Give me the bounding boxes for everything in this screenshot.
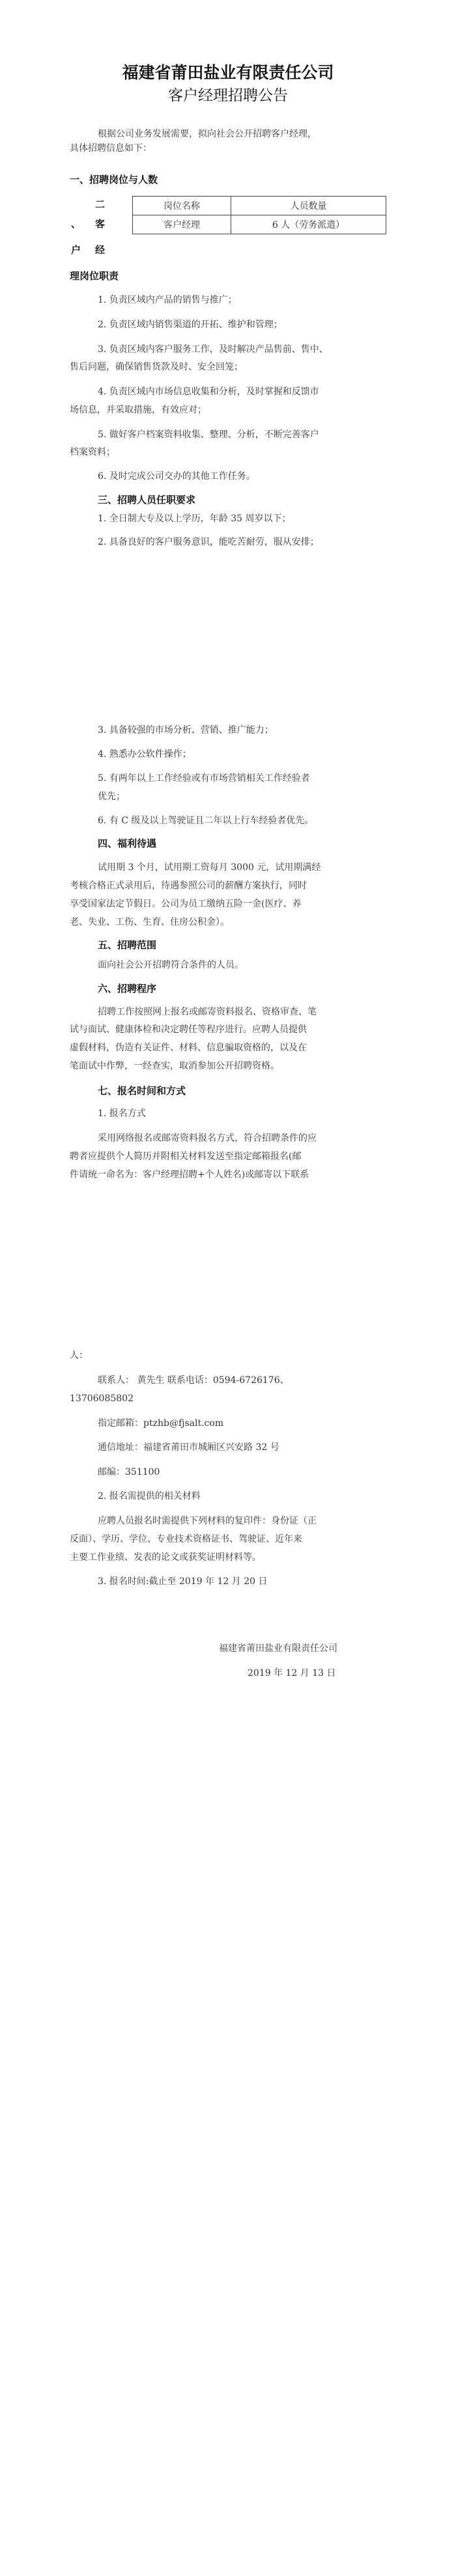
welfare-line: 试用期 3 个月，试用期工资每月 3000 元，试用期满经 xyxy=(98,862,321,873)
contact-line: 联系人： 黄先生 联系电话：0594-6726176、 xyxy=(98,1375,289,1386)
section-registration-heading: 七、报名时间和方式 xyxy=(98,1085,186,1097)
method-line: 采用网络报名或邮寄资料报名方式，符合招聘条件的应 xyxy=(98,1133,317,1144)
positions-table xyxy=(132,196,386,234)
intro-line-1: 根据公司业务发展需要，拟向社会公开招聘客户经理， xyxy=(98,129,317,139)
procedure-line: 笔面试中作弊，一经查实，取消参加公开招聘资格。 xyxy=(70,1061,279,1071)
table-cell-count: 6 人（劳务派遣） xyxy=(231,215,386,234)
signature-date: 2019 年 12 月 13 日 xyxy=(248,1668,336,1679)
duty-line: 5. 做好客户档案资料收集、整理、分析，不断完善客户 xyxy=(98,430,319,440)
section-procedure-heading: 六、招聘程序 xyxy=(98,983,157,994)
procedure-line: 虚假材料，伪造有关证件、材料、信息骗取资格的，以及在 xyxy=(70,1043,307,1053)
section-scope-heading: 五、招聘范围 xyxy=(98,939,157,951)
duty-line: 2. 负责区域内销售渠道的开拓、维护和管理； xyxy=(98,320,283,330)
section-duties-heading: 理岗位职责 xyxy=(70,270,119,282)
company-title: 福建省莆田盐业有限责任公司 xyxy=(122,63,334,82)
materials-line: 反面）、学历、学位、专业技术资格证书、驾驶证、近年来 xyxy=(70,1534,302,1544)
contact-phone-2: 13706085802 xyxy=(70,1393,134,1404)
duty-line: 售后问题，确保销售货款及时、安全回笼； xyxy=(70,362,243,372)
requirement-line: 1. 全日制大专及以上学历，年龄 35 周岁以下； xyxy=(98,514,291,524)
duty-line: 档案资料； xyxy=(70,447,115,458)
deadline-line: 3. 报名时间:截止至 2019 年 12 月 20 日 xyxy=(98,1576,268,1587)
table-row xyxy=(133,197,386,215)
section2-fragment: 二 xyxy=(95,199,106,210)
table-header-position: 岗位名称 xyxy=(133,197,231,215)
section-positions-heading: 一、招聘岗位与人数 xyxy=(70,174,158,185)
method-line-end: 人： xyxy=(70,1350,88,1361)
procedure-line: 试与面试、健康体检和决定聘任等程序进行。应聘人员提供 xyxy=(70,1024,307,1035)
requirement-line: 5. 有两年以上工作经验或有市场营销相关工作经验者 xyxy=(98,773,310,784)
notice-title: 客户经理招聘公告 xyxy=(168,87,288,104)
requirement-line: 优先； xyxy=(98,791,125,802)
requirement-line: 4. 熟悉办公软件操作； xyxy=(98,749,192,760)
welfare-line: 老、失业、工伤、生育、住房公积金）。 xyxy=(70,917,229,927)
table-header-count: 人员数量 xyxy=(231,197,386,215)
section2-fragment: 经 xyxy=(95,244,106,256)
duty-line: 场信息，并采取措施，有效应对； xyxy=(70,405,207,415)
signature-company: 福建省莆田盐业有限责任公司 xyxy=(219,1643,337,1654)
section2-fragment: 户 xyxy=(71,244,81,256)
welfare-line: 享受国家法定节假日。公司为员工缴纳五险一金(医疗、养 xyxy=(70,899,302,909)
table-cell-position: 客户经理 xyxy=(133,215,231,234)
duty-line: 6. 及时完成公司交办的其他工作任务。 xyxy=(98,471,255,482)
scope-line: 面向社会公开招聘符合条件的人员。 xyxy=(98,960,244,970)
duty-line: 1. 负责区域内产品的销售与推广； xyxy=(98,295,237,305)
section-welfare-heading: 四、福利待遇 xyxy=(98,838,157,849)
section2-fragment: 、 xyxy=(71,218,81,230)
contact-postcode: 邮编：351100 xyxy=(98,1467,160,1477)
section2-fragment: 客 xyxy=(95,218,106,230)
table-row xyxy=(133,215,386,234)
requirement-line: 2. 具备良好的客户服务意识，能吃苦耐劳，服从安排； xyxy=(98,537,319,547)
section-requirements-heading: 三、招聘人员任职要求 xyxy=(98,494,196,506)
materials-line: 主要工作业绩、发表的论文或获奖证明材料等。 xyxy=(70,1552,261,1563)
intro-line-2: 具体招聘信息如下： xyxy=(70,143,152,154)
duty-line: 3. 负责区域内客户服务工作，及时解决产品售前、售中、 xyxy=(98,344,328,355)
method-title: 1. 报名方式 xyxy=(98,1108,146,1119)
welfare-line: 考核合格正式录用后，待遇参照公司的薪酬方案执行，同时 xyxy=(70,881,307,891)
procedure-line: 招聘工作按照网上报名或邮寄资料报名、资格审查、笔 xyxy=(98,1007,317,1017)
method-line: 聘者应提供个人简历并附相关材料发送至指定邮箱报名(邮 xyxy=(70,1151,302,1162)
materials-line: 应聘人员报名时需提供下列材料的复印件：身份证（正 xyxy=(98,1516,317,1526)
contact-email: 指定邮箱：ptzhb@fjsalt.com xyxy=(98,1418,224,1429)
duty-line: 4. 负责区域内市场信息收集和分析，及时掌握和反馈市 xyxy=(98,387,319,397)
requirement-line: 6. 有 C 级及以上驾驶证且二年以上行车经验者优先。 xyxy=(98,815,314,826)
contact-address: 通信地址：福建省莆田市城厢区兴安路 32 号 xyxy=(98,1442,279,1453)
requirement-line: 3. 具备较强的市场分析、营销、推广能力； xyxy=(98,725,274,735)
method-line: 件请统一命名为：客户经理招聘+个人姓名)或邮寄以下联系 xyxy=(70,1170,309,1180)
materials-title: 2. 报名需提供的相关材料 xyxy=(98,1491,201,1501)
